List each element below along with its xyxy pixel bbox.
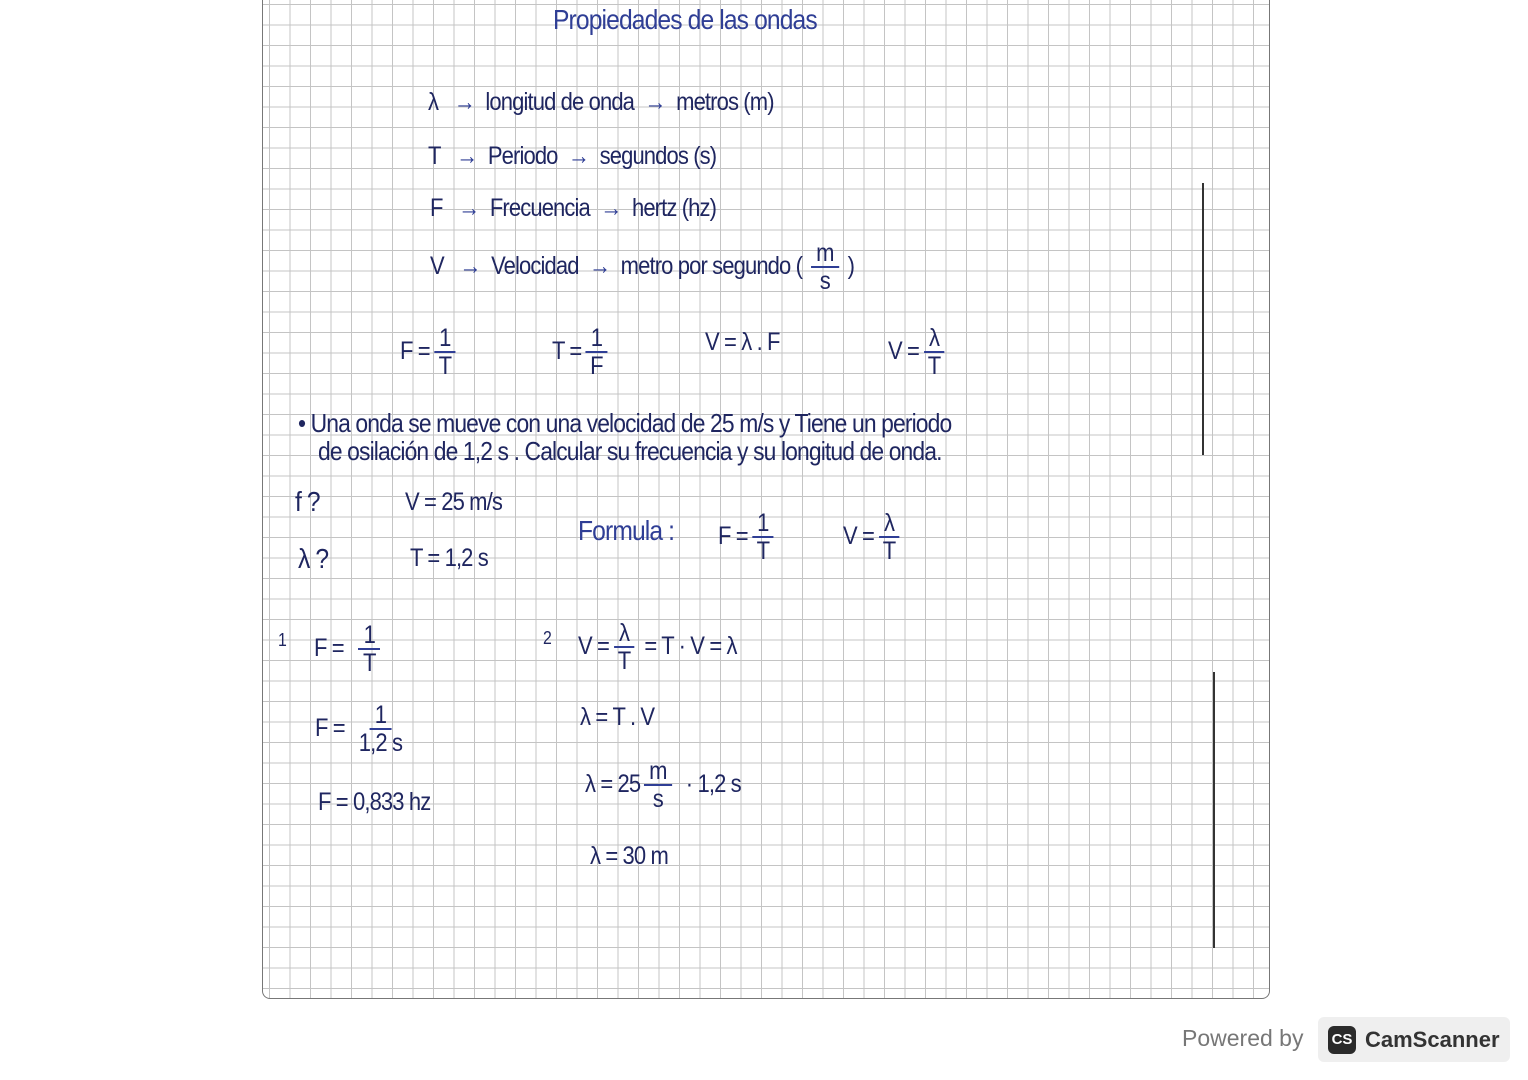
margin-line	[1213, 672, 1215, 948]
definition-row	[428, 88, 774, 117]
definition-unit: metro por segundo	[620, 251, 791, 280]
unit-fraction: $\frac{m}{s}$	[811, 240, 839, 295]
formula-frequency: F = $\frac{1}{T}$	[400, 325, 460, 380]
arrow-icon: →	[458, 194, 480, 222]
given-formula-frequency: F = $\frac{1}{T}$	[718, 510, 778, 565]
definition-row	[430, 194, 716, 223]
unknown-wavelength: λ ?	[298, 543, 329, 574]
arrow-icon: →	[589, 251, 611, 280]
formula-period: T = $\frac{1}{F}$	[552, 325, 612, 380]
given-period: T = 1,2 s	[410, 544, 488, 572]
formula-label: Formula :	[578, 515, 675, 546]
problem-line-1: • Una onda se mueve con una velocidad de 25 m/s y Tiene un periodo	[298, 408, 952, 438]
formula-velocity-product: V = λ . F	[705, 328, 780, 356]
step1-formula: F = $\frac{1}{T}$	[314, 622, 384, 677]
arrow-icon: →	[459, 251, 481, 280]
camscanner-logo-icon: CS	[1328, 1026, 1356, 1054]
wavelength-result: λ = 30 m	[590, 842, 668, 870]
arrow-icon: →	[456, 142, 478, 170]
definition-row: V → Velocidad → metro por segundo ( $\frac{m}{s}$ )	[430, 239, 855, 296]
definition-name: Frecuencia	[489, 194, 590, 222]
definition-unit: metros (m)	[676, 88, 774, 116]
camscanner-badge	[1318, 1017, 1510, 1062]
step-number: 2	[543, 628, 551, 648]
step1-substitution: F = $\frac{1}{1,2 s}$	[315, 701, 403, 758]
formula-velocity-ratio: V = $\frac{\lambda}{T}$	[888, 325, 949, 380]
symbol: V	[430, 251, 444, 280]
camscanner-brand: CamScanner	[1365, 1026, 1500, 1052]
unknown-frequency: f ?	[295, 486, 320, 517]
given-velocity: V = 25 m/s	[405, 488, 502, 516]
definition-unit: segundos (s)	[599, 142, 717, 170]
definition-name: Velocidad	[491, 251, 579, 280]
arrow-icon: →	[568, 142, 590, 170]
given-formula-velocity: V = $\frac{\lambda}{T}$	[843, 510, 904, 565]
step-number: 1	[278, 630, 286, 650]
frequency-result: F = 0,833 hz	[318, 788, 431, 816]
definition-unit: hertz (hz)	[631, 194, 717, 222]
arrow-icon: →	[600, 194, 622, 222]
arrow-icon: →	[453, 88, 475, 116]
step2-rearranged: λ = T . V	[580, 703, 655, 731]
symbol: T	[428, 142, 441, 170]
margin-line	[1202, 183, 1204, 455]
step2-formula: V = $\frac{\lambda}{T}$ = T · V = λ	[578, 619, 737, 676]
problem-line-2: de osilación de 1,2 s . Calcular su frecuencia y su longitud de onda.	[318, 436, 942, 466]
page-title: Propiedades de las ondas	[553, 4, 817, 35]
arrow-icon: →	[644, 88, 666, 116]
symbol: F	[430, 194, 443, 222]
definition-name: longitud de onda	[485, 88, 635, 116]
definition-row	[428, 142, 716, 171]
symbol: λ	[428, 88, 439, 116]
powered-by-text: Powered by	[1182, 1025, 1304, 1051]
step2-substitution: λ = 25 $\frac{m}{s}$ · 1,2 s	[585, 757, 741, 814]
definition-name: Periodo	[487, 142, 558, 170]
